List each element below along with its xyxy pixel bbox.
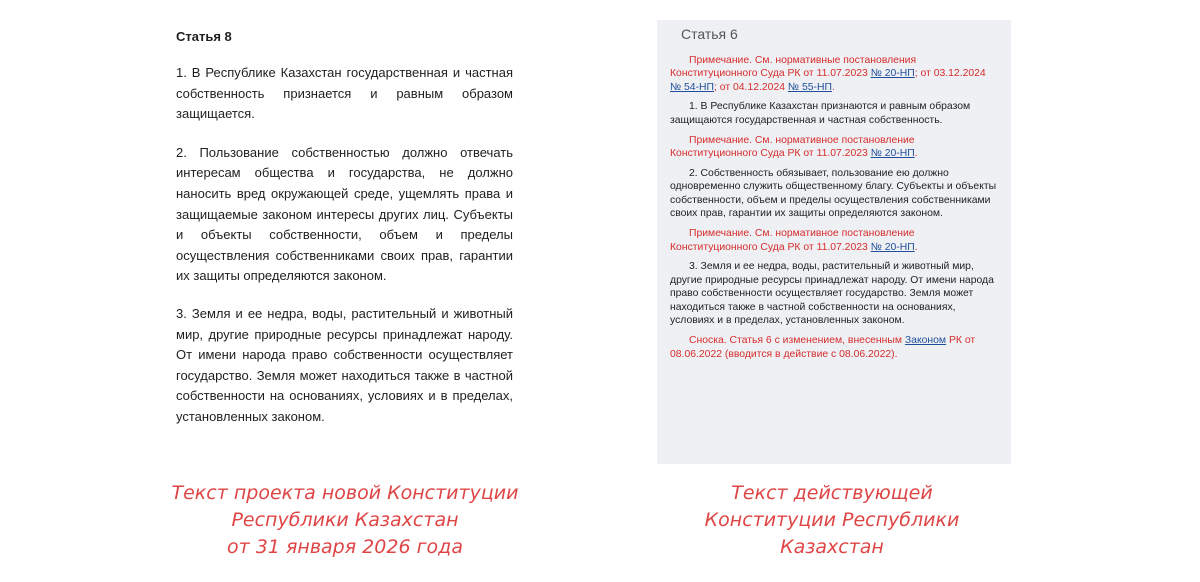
footnote-text: Сноска. Статья 6 с изменением, внесенным bbox=[689, 335, 905, 347]
footnote-law-link[interactable]: Законом bbox=[904, 335, 947, 347]
note-1-text: Примечание. См. нормативные постановления Конституционного Суда РК от 11.07.2023 bbox=[670, 55, 917, 80]
draft-constitution-text bbox=[176, 28, 513, 445]
note-1-text-3: ; от 04.12.2024 bbox=[714, 81, 788, 93]
draft-article-paragraph-3: 3. Земля и ее недра, воды, растительный и животный мир, другие природные ресурсы принадлежат народу. От имени народа право собственности осуществляет государство. Земля может находиться также в частной собственности на основаниях, условиях и в пределах, установленных законом. bbox=[176, 305, 513, 424]
current-article-paragraph-1: 1. В Республике Казахстан признаются и равным образом защищаются государственная и частная собственность. bbox=[670, 101, 971, 126]
note-1-link-20np[interactable]: № 20-НП bbox=[870, 68, 915, 80]
draft-caption-line-2: Республики Казахстан bbox=[231, 509, 459, 531]
note-3-text: Примечание. См. нормативное постановление Конституционного Суда РК от 11.07.2023 bbox=[670, 228, 915, 253]
footnote-text-2: РК от 08.06.2022 (вводится в действие с 08.06.2022). bbox=[670, 335, 976, 360]
current-caption-line-3: Казахстан bbox=[780, 536, 884, 558]
draft-caption bbox=[150, 480, 540, 561]
note-3-link-20np[interactable]: № 20-НП bbox=[870, 241, 915, 253]
note-2-text-2: . bbox=[914, 148, 918, 160]
note-1-link-54np[interactable]: № 54-НП bbox=[670, 81, 715, 93]
current-caption-line-1: Текст действующей bbox=[731, 482, 933, 504]
current-article-paragraph-2: 2. Собственность обязывает, пользование ею должно одновременно служить общественному благу. Субъекты и объекты собственности, объем и пределы осуществления собственниками своих прав, гарантии их защиты определяются законом. bbox=[670, 167, 997, 220]
current-constitution-text bbox=[657, 20, 1011, 464]
draft-caption-line-1: Текст проекта новой Конституции bbox=[171, 482, 519, 504]
note-2 bbox=[670, 134, 997, 161]
note-1-text-4: . bbox=[831, 81, 835, 93]
footnote bbox=[670, 334, 997, 361]
draft-article-title: Статья 8 bbox=[176, 29, 232, 44]
note-2-text: Примечание. См. нормативное постановление Конституционного Суда РК от 11.07.2023 bbox=[670, 135, 915, 160]
note-1-link-55np[interactable]: № 55-НП bbox=[787, 81, 832, 93]
draft-article-paragraph-2: 2. Пользование собственностью должно отвечать интересам общества и государства, не должно наносить вред окружающей среде, ущемлять права и защищаемые законом интересы других лиц. Субъекты и объекты собственности, объем и пределы осуществления собственниками своих прав, гарантии их защиты определяются законом. bbox=[176, 144, 513, 284]
current-article-title: Статья 6 bbox=[681, 26, 738, 42]
note-1-text-2: ; от 03.12.2024 bbox=[914, 68, 986, 80]
current-caption-line-2: Конституции Республики bbox=[704, 509, 960, 531]
current-article-paragraph-3: 3. Земля и ее недра, воды, растительный и животный мир, другие природные ресурсы принадлежат народу. От имени народа право собственности осуществляет государство. Земля может находиться также в частной собственности на основаниях, условиях и в пределах, установленных законом. bbox=[670, 261, 994, 326]
note-1 bbox=[670, 54, 997, 94]
note-2-link-20np[interactable]: № 20-НП bbox=[870, 148, 915, 160]
note-3-text-2: . bbox=[914, 241, 918, 253]
draft-caption-line-3: от 31 января 2026 года bbox=[227, 536, 463, 558]
current-caption bbox=[672, 480, 992, 561]
note-3 bbox=[670, 227, 997, 254]
draft-article-paragraph-1: 1. В Республике Казахстан государственная и частная собственность признается и равным образом защищается. bbox=[176, 65, 513, 122]
